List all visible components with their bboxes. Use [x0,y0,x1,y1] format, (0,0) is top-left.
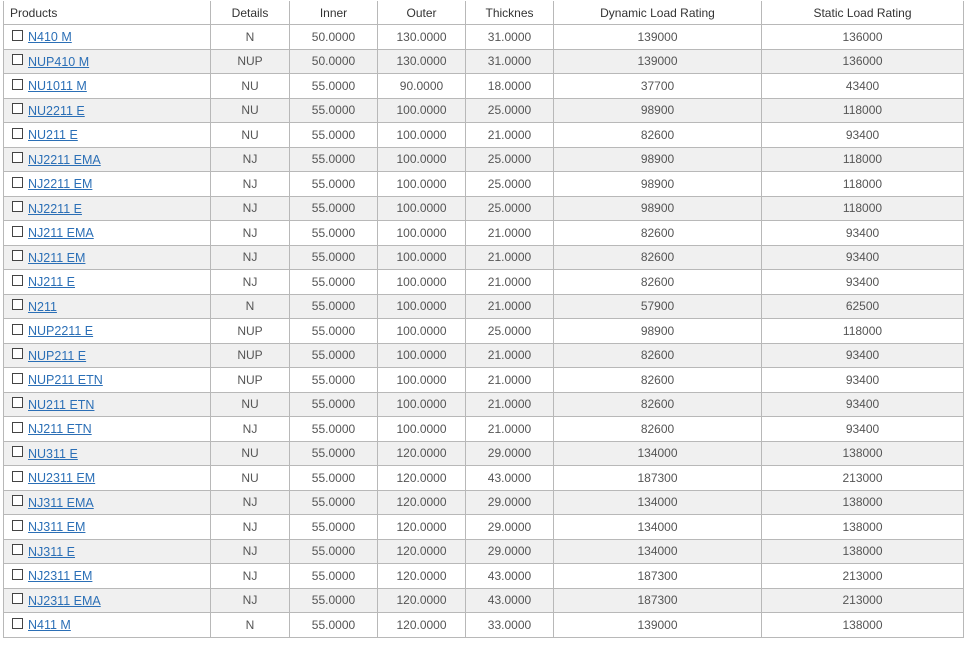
header-row [4,1,964,25]
static-load-cell: 138000 [762,539,964,564]
table-row [4,25,964,50]
product-checkbox[interactable] [12,348,23,359]
dynamic-load-cell: 82600 [554,123,762,148]
table-row [4,49,964,74]
static-load-cell: 93400 [762,417,964,442]
product-checkbox[interactable] [12,373,23,384]
outer-cell: 100.0000 [378,368,466,393]
static-load-cell: 43400 [762,74,964,99]
dynamic-load-cell: 98900 [554,147,762,172]
product-checkbox[interactable] [12,299,23,310]
inner-cell: 55.0000 [290,368,378,393]
header-thickness[interactable]: Thicknes [466,1,554,25]
product-checkbox[interactable] [12,103,23,114]
inner-cell: 55.0000 [290,564,378,589]
outer-cell: 100.0000 [378,270,466,295]
product-link[interactable]: N211 [28,299,57,314]
product-link[interactable]: NJ2311 EM [28,569,93,584]
static-load-cell: 118000 [762,172,964,197]
bearing-table-container [3,1,964,638]
product-link[interactable]: NJ2211 E [28,201,82,216]
bearing-table [3,1,964,638]
static-load-cell: 213000 [762,588,964,613]
details-cell: NJ [211,515,290,540]
thickness-cell: 25.0000 [466,98,554,123]
product-cell [4,466,211,491]
thickness-cell: 21.0000 [466,123,554,148]
product-checkbox[interactable] [12,544,23,555]
thickness-cell: 29.0000 [466,539,554,564]
details-cell: NJ [211,172,290,197]
thickness-cell: 25.0000 [466,196,554,221]
dynamic-load-cell: 134000 [554,515,762,540]
inner-cell: 55.0000 [290,392,378,417]
dynamic-load-cell: 82600 [554,245,762,270]
dynamic-load-cell: 134000 [554,490,762,515]
details-cell: NUP [211,319,290,344]
outer-cell: 120.0000 [378,613,466,638]
thickness-cell: 43.0000 [466,564,554,589]
product-checkbox[interactable] [12,128,23,139]
thickness-cell: 43.0000 [466,588,554,613]
product-cell [4,25,211,50]
product-checkbox[interactable] [12,471,23,482]
dynamic-load-cell: 98900 [554,172,762,197]
inner-cell: 55.0000 [290,221,378,246]
outer-cell: 120.0000 [378,564,466,589]
thickness-cell: 43.0000 [466,466,554,491]
thickness-cell: 31.0000 [466,49,554,74]
product-cell [4,515,211,540]
inner-cell: 55.0000 [290,98,378,123]
dynamic-load-cell: 82600 [554,221,762,246]
table-row [4,515,964,540]
details-cell: NU [211,74,290,99]
header-inner[interactable]: Inner [290,1,378,25]
static-load-cell: 93400 [762,221,964,246]
thickness-cell: 21.0000 [466,245,554,270]
product-link[interactable]: N410 M [28,30,72,45]
static-load-cell: 93400 [762,123,964,148]
product-cell [4,147,211,172]
static-load-cell: 138000 [762,613,964,638]
product-checkbox[interactable] [12,569,23,580]
table-header [4,1,964,25]
product-checkbox[interactable] [12,54,23,65]
details-cell: NJ [211,270,290,295]
details-cell: NU [211,466,290,491]
inner-cell: 55.0000 [290,319,378,344]
static-load-cell: 138000 [762,515,964,540]
table-row [4,196,964,221]
details-cell: NJ [211,245,290,270]
product-cell [4,343,211,368]
product-link[interactable]: NJ311 EM [28,520,86,535]
table-row [4,98,964,123]
outer-cell: 100.0000 [378,147,466,172]
product-link[interactable]: NJ2211 EMA [28,152,101,167]
table-row [4,392,964,417]
outer-cell: 100.0000 [378,196,466,221]
table-row [4,172,964,197]
thickness-cell: 21.0000 [466,270,554,295]
table-row [4,319,964,344]
thickness-cell: 29.0000 [466,515,554,540]
product-link[interactable]: NJ211 EMA [28,226,94,241]
dynamic-load-cell: 98900 [554,319,762,344]
header-static-load-rating[interactable]: Static Load Rating [762,1,964,25]
product-cell [4,294,211,319]
product-cell [4,588,211,613]
header-dynamic-load-rating[interactable]: Dynamic Load Rating [554,1,762,25]
static-load-cell: 213000 [762,564,964,589]
static-load-cell: 138000 [762,441,964,466]
header-products[interactable]: Products [4,1,211,25]
thickness-cell: 21.0000 [466,417,554,442]
product-checkbox[interactable] [12,618,23,629]
product-link[interactable]: NJ211 E [28,275,76,290]
thickness-cell: 29.0000 [466,490,554,515]
product-cell [4,196,211,221]
details-cell: NJ [211,490,290,515]
static-load-cell: 118000 [762,319,964,344]
table-row [4,270,964,295]
product-checkbox[interactable] [12,250,23,261]
outer-cell: 100.0000 [378,172,466,197]
static-load-cell: 138000 [762,490,964,515]
thickness-cell: 21.0000 [466,221,554,246]
product-checkbox[interactable] [12,201,23,212]
product-cell [4,123,211,148]
inner-cell: 55.0000 [290,417,378,442]
outer-cell: 120.0000 [378,515,466,540]
table-row [4,147,964,172]
dynamic-load-cell: 82600 [554,392,762,417]
product-checkbox[interactable] [12,495,23,506]
outer-cell: 120.0000 [378,466,466,491]
product-link[interactable]: NUP211 E [28,348,87,363]
inner-cell: 50.0000 [290,25,378,50]
product-link[interactable]: NU311 E [28,446,78,461]
product-cell [4,74,211,99]
thickness-cell: 25.0000 [466,319,554,344]
inner-cell: 55.0000 [290,343,378,368]
product-checkbox[interactable] [12,226,23,237]
thickness-cell: 31.0000 [466,25,554,50]
details-cell: NJ [211,196,290,221]
product-link[interactable]: NJ211 ETN [28,422,92,437]
outer-cell: 100.0000 [378,319,466,344]
inner-cell: 55.0000 [290,196,378,221]
thickness-cell: 21.0000 [466,392,554,417]
table-row [4,539,964,564]
table-row [4,466,964,491]
outer-cell: 100.0000 [378,417,466,442]
table-row [4,294,964,319]
table-row [4,368,964,393]
product-link[interactable]: NUP2211 E [28,324,94,339]
thickness-cell: 25.0000 [466,172,554,197]
product-link[interactable]: NJ2211 EM [28,177,93,192]
thickness-cell: 29.0000 [466,441,554,466]
outer-cell: 90.0000 [378,74,466,99]
inner-cell: 55.0000 [290,490,378,515]
outer-cell: 100.0000 [378,98,466,123]
dynamic-load-cell: 98900 [554,98,762,123]
inner-cell: 55.0000 [290,294,378,319]
product-cell [4,613,211,638]
product-cell [4,490,211,515]
product-link[interactable]: NJ211 EM [28,250,86,265]
static-load-cell: 118000 [762,98,964,123]
dynamic-load-cell: 134000 [554,539,762,564]
outer-cell: 130.0000 [378,25,466,50]
product-link[interactable]: NU2211 E [28,103,85,118]
product-checkbox[interactable] [12,30,23,41]
table-row [4,245,964,270]
details-cell: NUP [211,343,290,368]
static-load-cell: 93400 [762,392,964,417]
outer-cell: 120.0000 [378,588,466,613]
details-cell: N [211,25,290,50]
outer-cell: 120.0000 [378,490,466,515]
inner-cell: 55.0000 [290,74,378,99]
dynamic-load-cell: 139000 [554,49,762,74]
product-link[interactable]: NU211 E [28,128,78,143]
details-cell: N [211,294,290,319]
product-cell [4,49,211,74]
product-cell [4,441,211,466]
product-checkbox[interactable] [12,152,23,163]
inner-cell: 55.0000 [290,245,378,270]
thickness-cell: 21.0000 [466,368,554,393]
dynamic-load-cell: 134000 [554,441,762,466]
outer-cell: 100.0000 [378,245,466,270]
details-cell: NJ [211,564,290,589]
table-row [4,441,964,466]
static-load-cell: 136000 [762,49,964,74]
product-link[interactable]: NJ311 E [28,544,76,559]
outer-cell: 100.0000 [378,294,466,319]
table-row [4,417,964,442]
product-checkbox[interactable] [12,422,23,433]
product-cell [4,221,211,246]
thickness-cell: 21.0000 [466,294,554,319]
static-load-cell: 93400 [762,270,964,295]
inner-cell: 55.0000 [290,270,378,295]
table-body [4,25,964,638]
table-row [4,221,964,246]
product-link[interactable]: NJ2311 EMA [28,593,101,608]
details-cell: NU [211,123,290,148]
dynamic-load-cell: 187300 [554,466,762,491]
outer-cell: 100.0000 [378,221,466,246]
product-checkbox[interactable] [12,593,23,604]
table-row [4,74,964,99]
details-cell: NJ [211,417,290,442]
table-row [4,343,964,368]
dynamic-load-cell: 82600 [554,368,762,393]
product-checkbox[interactable] [12,275,23,286]
product-cell [4,539,211,564]
product-cell [4,564,211,589]
details-cell: NUP [211,368,290,393]
table-row [4,588,964,613]
product-link[interactable]: NUP410 M [28,54,90,69]
inner-cell: 50.0000 [290,49,378,74]
details-cell: NU [211,441,290,466]
product-cell [4,172,211,197]
details-cell: NJ [211,539,290,564]
product-cell [4,417,211,442]
outer-cell: 100.0000 [378,392,466,417]
static-load-cell: 118000 [762,196,964,221]
dynamic-load-cell: 139000 [554,25,762,50]
static-load-cell: 213000 [762,466,964,491]
product-checkbox[interactable] [12,520,23,531]
static-load-cell: 118000 [762,147,964,172]
dynamic-load-cell: 187300 [554,564,762,589]
product-checkbox[interactable] [12,446,23,457]
product-link[interactable]: N411 M [28,618,71,633]
product-link[interactable]: NU1011 M [28,79,87,94]
table-row [4,490,964,515]
inner-cell: 55.0000 [290,441,378,466]
inner-cell: 55.0000 [290,466,378,491]
dynamic-load-cell: 57900 [554,294,762,319]
outer-cell: 120.0000 [378,441,466,466]
product-cell [4,245,211,270]
product-cell [4,319,211,344]
product-checkbox[interactable] [12,397,23,408]
details-cell: NUP [211,49,290,74]
inner-cell: 55.0000 [290,539,378,564]
product-cell [4,368,211,393]
inner-cell: 55.0000 [290,588,378,613]
dynamic-load-cell: 82600 [554,343,762,368]
outer-cell: 130.0000 [378,49,466,74]
dynamic-load-cell: 98900 [554,196,762,221]
static-load-cell: 136000 [762,25,964,50]
inner-cell: 55.0000 [290,172,378,197]
header-details[interactable]: Details [211,1,290,25]
outer-cell: 120.0000 [378,539,466,564]
outer-cell: 100.0000 [378,123,466,148]
static-load-cell: 93400 [762,368,964,393]
dynamic-load-cell: 37700 [554,74,762,99]
thickness-cell: 33.0000 [466,613,554,638]
dynamic-load-cell: 82600 [554,270,762,295]
inner-cell: 55.0000 [290,147,378,172]
table-row [4,613,964,638]
table-row [4,564,964,589]
details-cell: NJ [211,221,290,246]
product-cell [4,98,211,123]
product-cell [4,392,211,417]
details-cell: NU [211,392,290,417]
dynamic-load-cell: 139000 [554,613,762,638]
static-load-cell: 93400 [762,245,964,270]
inner-cell: 55.0000 [290,613,378,638]
thickness-cell: 25.0000 [466,147,554,172]
outer-cell: 100.0000 [378,343,466,368]
inner-cell: 55.0000 [290,515,378,540]
product-checkbox[interactable] [12,177,23,188]
thickness-cell: 18.0000 [466,74,554,99]
static-load-cell: 62500 [762,294,964,319]
dynamic-load-cell: 82600 [554,417,762,442]
product-link[interactable]: NJ311 EMA [28,495,94,510]
table-row [4,123,964,148]
details-cell: NJ [211,588,290,613]
product-link[interactable]: NU2311 EM [28,471,96,486]
details-cell: N [211,613,290,638]
inner-cell: 55.0000 [290,123,378,148]
details-cell: NJ [211,147,290,172]
thickness-cell: 21.0000 [466,343,554,368]
product-checkbox[interactable] [12,79,23,90]
static-load-cell: 93400 [762,343,964,368]
details-cell: NU [211,98,290,123]
product-cell [4,270,211,295]
product-link[interactable]: NUP211 ETN [28,373,103,388]
header-outer[interactable]: Outer [378,1,466,25]
product-link[interactable]: NU211 ETN [28,397,95,412]
product-checkbox[interactable] [12,324,23,335]
dynamic-load-cell: 187300 [554,588,762,613]
